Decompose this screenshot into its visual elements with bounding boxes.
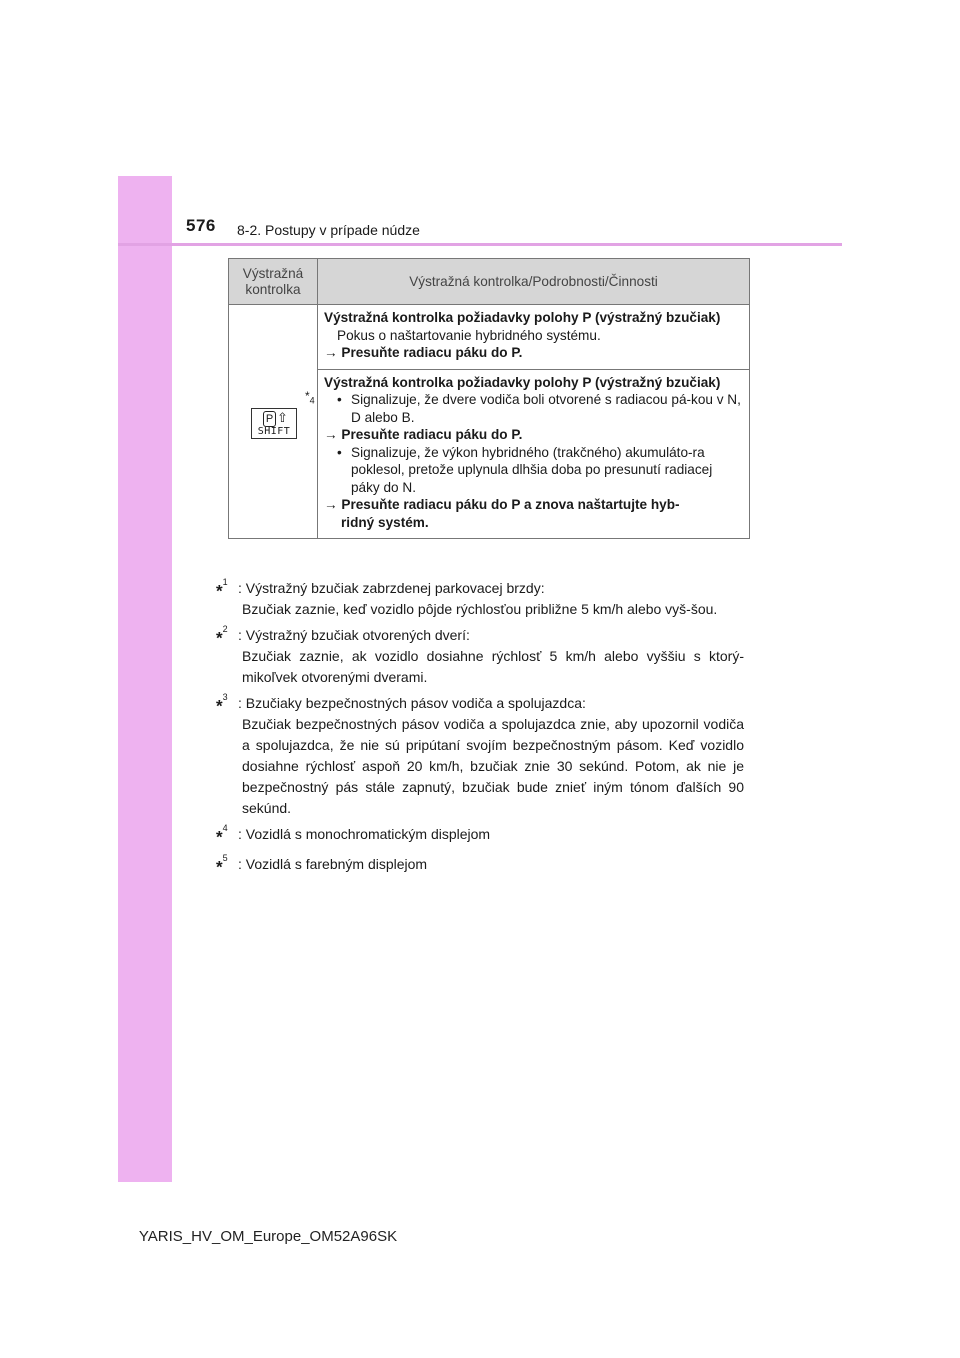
- table-header-row: [229, 259, 750, 305]
- section-title: 8-2. Postupy v prípade núdze: [237, 222, 420, 238]
- header-divider: [118, 243, 842, 246]
- footnote-text: Bzučiak zaznie, ak vozidlo dosiahne rýchlosť 5 km/h alebo vyššiu s ktorý-mikoľvek otvorenými dverami.: [242, 648, 744, 685]
- footnote-1: *$^1$ : Výstražný bzučiak zabrzdenej parkovacej brzdy: Bzučiak zaznie, keď vozidlo pôjde rýchlosťou približne 5 km/h alebo vyš-šou.: [216, 578, 744, 620]
- arrow-up-icon: ⇧: [277, 410, 288, 426]
- footnote-5: *$^5$ : Vozidlá s farebným displejom: [216, 854, 744, 879]
- row-1-title: Výstražná kontrolka požiadavky polohy P (výstražný bzučiak): [324, 310, 721, 325]
- footnote-text: Bzučiak bezpečnostných pásov vodiča a spolujazdca znie, aby upozornil vodiča a spolujazdca, že nie sú pripútaní svojím bezpečnostným pásom. Keď vozidlo dosiahne rýchlosť aspoň 20 km/h, bzučiak znie 30 sekúnd. Potom, ak nie je bezpečnostný pás stále zapnutý, bzučiak bude znieť iným tónom ďalších 90 sekúnd.: [242, 716, 744, 816]
- row-2-action-2: → Presuňte radiacu páku do P a znova naštartujte hyb- ridný systém.: [324, 497, 680, 530]
- page-number: 576: [186, 216, 216, 235]
- chapter-sidebar-tab: [118, 176, 172, 1182]
- footnote-4: *$^4$ : Vozidlá s monochromatickým displejom: [216, 824, 744, 849]
- icon-cell: [229, 305, 318, 539]
- warning-light-table: [228, 258, 750, 539]
- bullet-icon: •: [337, 392, 342, 407]
- p-letter: P: [263, 411, 276, 427]
- footnote-3: *$^3$ : Bzučiaky bezpečnostných pásov vodiča a spolujazdca: Bzučiak bezpečnostných pásov vodiča a spolujazdca znie, aby upozornil vodiča a spolujazdca, že nie sú pripútaní svojím bezpečnostným pásom. Keď vozidlo dosiahne rýchlosť aspoň 20 km/h, bzučiak znie 30 sekúnd. Potom, ak nie je bezpečnostný pás stále zapnutý, bzučiak bude znieť iným tónom ďalších 90 sekúnd.: [216, 693, 744, 819]
- footnote-title: : Výstražný bzučiak zabrzdenej parkovacej brzdy:: [238, 580, 545, 596]
- row-1-details: [318, 305, 750, 370]
- column-header-warning-light: Výstražná kontrolka: [229, 259, 318, 305]
- footnote-2: *$^2$ : Výstražný bzučiak otvorených dverí: Bzučiak zaznie, ak vozidlo dosiahne rýchlosť 5 km/h alebo vyššiu s ktorý-mikoľvek otvorenými dverami.: [216, 625, 744, 688]
- arrow-right-icon: →: [324, 497, 338, 512]
- row-2-action-1: → Presuňte radiacu páku do P.: [324, 427, 523, 442]
- footer: [0, 1228, 960, 1245]
- footnote-title: : Bzučiaky bezpečnostných pásov vodiča a spolujazdca:: [238, 695, 586, 711]
- row-1-action: → Presuňte radiacu páku do P.: [324, 345, 523, 360]
- row-2-bullet-2: • Signalizuje, že výkon hybridného (trakčného) akumuláto-ra poklesol, pretože uplynula dlhšia doba po presunutí radiacej páky do N.: [337, 444, 713, 495]
- shift-label: SHIFT: [257, 426, 291, 438]
- footnote-reference: $*_4$: [305, 389, 315, 406]
- column-header-details: Výstražná kontrolka/Podrobnosti/Činnosti: [318, 259, 750, 305]
- footnote-text: Bzučiak zaznie, keď vozidlo pôjde rýchlosťou približne 5 km/h alebo vyš-šou.: [242, 601, 718, 617]
- row-1-detail: Pokus o naštartovanie hybridného systému.: [337, 327, 601, 343]
- row-2-bullet-1: • Signalizuje, že dvere vodiča boli otvorené s radiacou pá-kou v N, D alebo B.: [337, 392, 741, 425]
- arrow-right-icon: →: [324, 345, 338, 360]
- document-id: YARIS_HV_OM_Europe_OM52A96SK: [138, 1228, 398, 1245]
- arrow-right-icon: →: [324, 427, 338, 442]
- footnote-title: : Vozidlá s monochromatickým displejom: [238, 826, 491, 842]
- footnotes: [216, 578, 744, 883]
- row-2-details: [318, 369, 750, 539]
- row-2-title: Výstražná kontrolka požiadavky polohy P (výstražný bzučiak): [324, 374, 721, 390]
- table-row: [229, 305, 750, 370]
- footnote-title: : Výstražný bzučiak otvorených dverí:: [238, 627, 470, 643]
- shift-p-warning-icon: [251, 408, 297, 439]
- footnote-title: : Vozidlá s farebným displejom: [238, 855, 428, 872]
- bullet-icon: •: [337, 444, 342, 460]
